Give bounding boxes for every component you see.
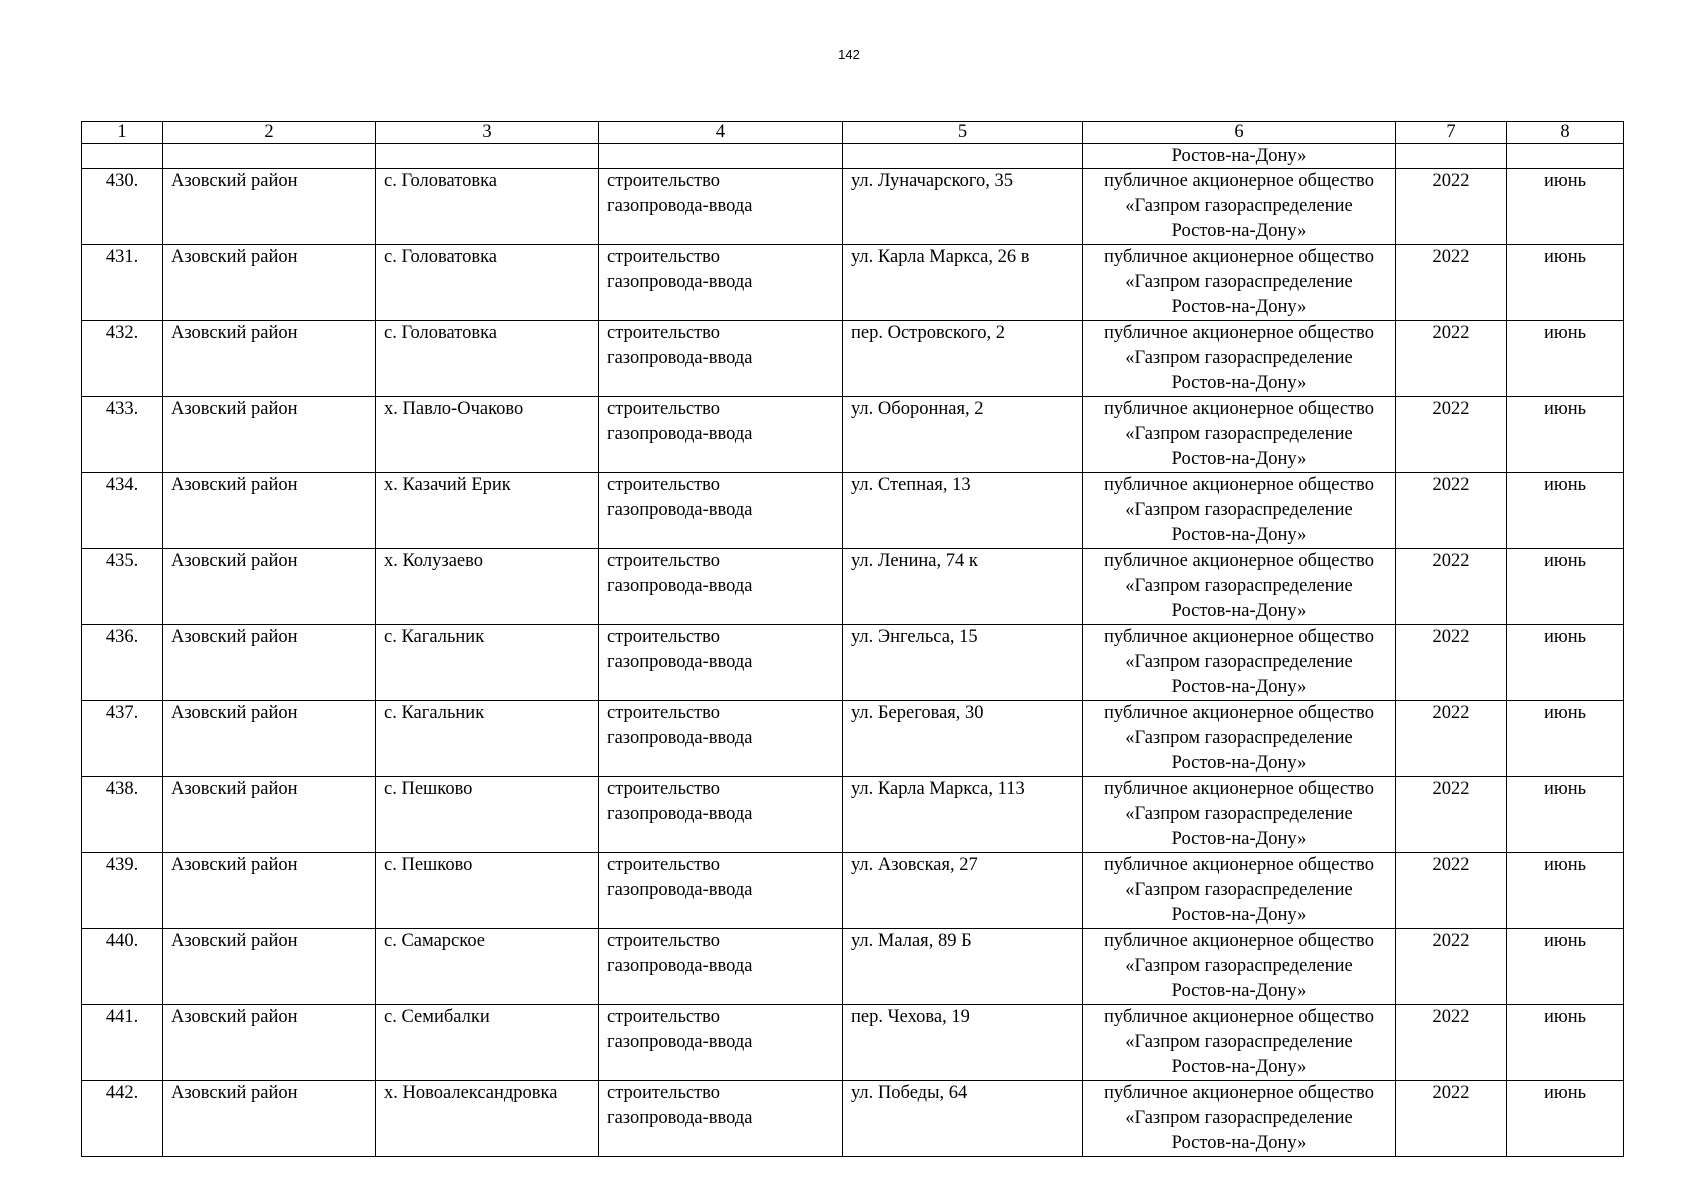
- month-cell: июнь: [1507, 397, 1624, 473]
- organization-line: публичное акционерное общество: [1103, 627, 1375, 647]
- organization-line: публичное акционерное общество: [1103, 855, 1375, 875]
- header-cell-3: 3: [376, 122, 599, 144]
- organization-line: «Газпром газораспределение: [1125, 1108, 1353, 1128]
- row-number-cell: 442.: [82, 1081, 163, 1157]
- work-type-line: газопровода-ввода: [607, 880, 753, 900]
- district-cell: Азовский район: [163, 245, 376, 321]
- organization-cell: [1083, 245, 1396, 321]
- year-cell: 2022: [1396, 473, 1507, 549]
- table-row: [82, 397, 1624, 473]
- header-cell-6: 6: [1083, 122, 1396, 144]
- organization-line: «Газпром газораспределение: [1125, 956, 1353, 976]
- settlement-cell: с. Головатовка: [376, 321, 599, 397]
- header-cell-7: 7: [1396, 122, 1507, 144]
- organization-line: публичное акционерное общество: [1103, 779, 1375, 799]
- organization-line: Ростов-на-Дону»: [1171, 221, 1307, 241]
- organization-line: публичное акционерное общество: [1103, 931, 1375, 951]
- work-type-cell: [599, 549, 843, 625]
- month-cell: июнь: [1507, 549, 1624, 625]
- row-number-cell: 434.: [82, 473, 163, 549]
- work-type-cell: [599, 853, 843, 929]
- header-cell-4: 4: [599, 122, 843, 144]
- work-type-line: строительство: [607, 399, 721, 419]
- organization-line: Ростов-на-Дону»: [1171, 753, 1307, 773]
- work-type-line: газопровода-ввода: [607, 424, 753, 444]
- address-cell: ул. Азовская, 27: [843, 853, 1083, 929]
- row-number-cell: 432.: [82, 321, 163, 397]
- work-type-line: газопровода-ввода: [607, 348, 753, 368]
- table-row: [82, 245, 1624, 321]
- row-number-cell: 431.: [82, 245, 163, 321]
- organization-cell: [1083, 169, 1396, 245]
- district-cell: Азовский район: [163, 473, 376, 549]
- organization-line: «Газпром газораспределение: [1125, 424, 1353, 444]
- continuation-cell-2: [163, 144, 376, 169]
- organization-line: «Газпром газораспределение: [1125, 196, 1353, 216]
- work-type-line: строительство: [607, 779, 721, 799]
- address-cell: ул. Карла Маркса, 113: [843, 777, 1083, 853]
- organization-cell: [1083, 929, 1396, 1005]
- work-type-line: строительство: [607, 551, 721, 571]
- work-type-line: газопровода-ввода: [607, 956, 753, 976]
- organization-line: публичное акционерное общество: [1103, 1083, 1375, 1103]
- year-cell: 2022: [1396, 701, 1507, 777]
- settlement-cell: с. Кагальник: [376, 625, 599, 701]
- month-cell: июнь: [1507, 473, 1624, 549]
- organization-line: Ростов-на-Дону»: [1171, 373, 1307, 393]
- work-type-line: строительство: [607, 1007, 721, 1027]
- work-type-line: строительство: [607, 247, 721, 267]
- row-number-cell: 440.: [82, 929, 163, 1005]
- settlement-cell: х. Павло-Очаково: [376, 397, 599, 473]
- organization-line: «Газпром газораспределение: [1125, 728, 1353, 748]
- settlement-cell: с. Пешково: [376, 777, 599, 853]
- organization-line: Ростов-на-Дону»: [1171, 297, 1307, 317]
- year-cell: 2022: [1396, 169, 1507, 245]
- settlement-cell: х. Колузаево: [376, 549, 599, 625]
- organization-line: «Газпром газораспределение: [1125, 880, 1353, 900]
- work-type-cell: [599, 701, 843, 777]
- address-cell: ул. Ленина, 74 к: [843, 549, 1083, 625]
- year-cell: 2022: [1396, 245, 1507, 321]
- column-number-header-row: [82, 122, 1624, 144]
- organization-line: Ростов-на-Дону»: [1171, 1057, 1307, 1077]
- row-number-cell: 430.: [82, 169, 163, 245]
- organization-cell: [1083, 625, 1396, 701]
- year-cell: 2022: [1396, 853, 1507, 929]
- settlement-cell: с. Самарское: [376, 929, 599, 1005]
- work-type-cell: [599, 1005, 843, 1081]
- work-type-cell: [599, 625, 843, 701]
- organization-cell: [1083, 701, 1396, 777]
- organization-line: публичное акционерное общество: [1103, 703, 1375, 723]
- table-row: [82, 1081, 1624, 1157]
- settlement-cell: с. Головатовка: [376, 245, 599, 321]
- row-number-cell: 437.: [82, 701, 163, 777]
- year-cell: 2022: [1396, 777, 1507, 853]
- organization-cell: [1083, 473, 1396, 549]
- work-type-line: строительство: [607, 1083, 721, 1103]
- month-cell: июнь: [1507, 625, 1624, 701]
- header-cell-8: 8: [1507, 122, 1624, 144]
- organization-line: «Газпром газораспределение: [1125, 1032, 1353, 1052]
- settlement-cell: х. Новоалександровка: [376, 1081, 599, 1157]
- month-cell: июнь: [1507, 321, 1624, 397]
- address-cell: ул. Оборонная, 2: [843, 397, 1083, 473]
- address-cell: ул. Луначарского, 35: [843, 169, 1083, 245]
- organization-line: публичное акционерное общество: [1103, 551, 1375, 571]
- organization-line: Ростов-на-Дону»: [1171, 981, 1307, 1001]
- gas-pipeline-schedule-table: [81, 121, 1624, 1157]
- table-row: [82, 777, 1624, 853]
- organization-cell: [1083, 549, 1396, 625]
- organization-line: Ростов-на-Дону»: [1171, 449, 1307, 469]
- work-type-line: газопровода-ввода: [607, 272, 753, 292]
- work-type-line: строительство: [607, 171, 721, 191]
- row-number-cell: 438.: [82, 777, 163, 853]
- month-cell: июнь: [1507, 701, 1624, 777]
- year-cell: 2022: [1396, 625, 1507, 701]
- district-cell: Азовский район: [163, 625, 376, 701]
- continuation-cell-1: [82, 144, 163, 169]
- work-type-line: строительство: [607, 627, 721, 647]
- row-number-cell: 435.: [82, 549, 163, 625]
- address-cell: ул. Победы, 64: [843, 1081, 1083, 1157]
- organization-line: Ростов-на-Дону»: [1171, 905, 1307, 925]
- district-cell: Азовский район: [163, 701, 376, 777]
- header-cell-1: 1: [82, 122, 163, 144]
- organization-line: «Газпром газораспределение: [1125, 652, 1353, 672]
- organization-line: публичное акционерное общество: [1103, 323, 1375, 343]
- work-type-line: газопровода-ввода: [607, 500, 753, 520]
- month-cell: июнь: [1507, 853, 1624, 929]
- work-type-line: газопровода-ввода: [607, 1032, 753, 1052]
- continuation-cell-4: [599, 144, 843, 169]
- work-type-line: строительство: [607, 323, 721, 343]
- table-row: [82, 929, 1624, 1005]
- table-row: [82, 321, 1624, 397]
- header-cell-2: 2: [163, 122, 376, 144]
- table-row: [82, 701, 1624, 777]
- continuation-row: [82, 144, 1624, 169]
- organization-cell: [1083, 1005, 1396, 1081]
- organization-line: «Газпром газораспределение: [1125, 272, 1353, 292]
- address-cell: ул. Карла Маркса, 26 в: [843, 245, 1083, 321]
- work-type-line: строительство: [607, 855, 721, 875]
- district-cell: Азовский район: [163, 929, 376, 1005]
- work-type-line: газопровода-ввода: [607, 196, 753, 216]
- district-cell: Азовский район: [163, 169, 376, 245]
- table-row: [82, 853, 1624, 929]
- month-cell: июнь: [1507, 929, 1624, 1005]
- work-type-line: газопровода-ввода: [607, 652, 753, 672]
- row-number-cell: 433.: [82, 397, 163, 473]
- row-number-cell: 441.: [82, 1005, 163, 1081]
- district-cell: Азовский район: [163, 1081, 376, 1157]
- organization-line: Ростов-на-Дону»: [1171, 677, 1307, 697]
- work-type-line: газопровода-ввода: [607, 804, 753, 824]
- settlement-cell: х. Казачий Ерик: [376, 473, 599, 549]
- district-cell: Азовский район: [163, 777, 376, 853]
- continuation-cell-8: [1507, 144, 1624, 169]
- work-type-cell: [599, 473, 843, 549]
- year-cell: 2022: [1396, 1005, 1507, 1081]
- settlement-cell: с. Семибалки: [376, 1005, 599, 1081]
- row-number-cell: 436.: [82, 625, 163, 701]
- district-cell: Азовский район: [163, 321, 376, 397]
- continuation-cell-7: [1396, 144, 1507, 169]
- organization-line: «Газпром газораспределение: [1125, 500, 1353, 520]
- work-type-cell: [599, 169, 843, 245]
- continuation-cell-3: [376, 144, 599, 169]
- organization-line: «Газпром газораспределение: [1125, 576, 1353, 596]
- organization-line: публичное акционерное общество: [1103, 1007, 1375, 1027]
- organization-line: Ростов-на-Дону»: [1171, 829, 1307, 849]
- year-cell: 2022: [1396, 929, 1507, 1005]
- organization-line: публичное акционерное общество: [1103, 247, 1375, 267]
- work-type-cell: [599, 777, 843, 853]
- year-cell: 2022: [1396, 397, 1507, 473]
- organization-line: публичное акционерное общество: [1103, 171, 1375, 191]
- address-cell: ул. Малая, 89 Б: [843, 929, 1083, 1005]
- organization-line: Ростов-на-Дону»: [1171, 601, 1307, 621]
- district-cell: Азовский район: [163, 549, 376, 625]
- month-cell: июнь: [1507, 169, 1624, 245]
- district-cell: Азовский район: [163, 853, 376, 929]
- year-cell: 2022: [1396, 549, 1507, 625]
- organization-cell: [1083, 853, 1396, 929]
- table-row: [82, 625, 1624, 701]
- table-row: [82, 473, 1624, 549]
- year-cell: 2022: [1396, 1081, 1507, 1157]
- work-type-cell: [599, 321, 843, 397]
- address-cell: ул. Энгельса, 15: [843, 625, 1083, 701]
- month-cell: июнь: [1507, 777, 1624, 853]
- month-cell: июнь: [1507, 1081, 1624, 1157]
- organization-cell: [1083, 777, 1396, 853]
- work-type-cell: [599, 245, 843, 321]
- organization-cell: [1083, 397, 1396, 473]
- organization-cell: [1083, 321, 1396, 397]
- address-cell: пер. Чехова, 19: [843, 1005, 1083, 1081]
- work-type-line: строительство: [607, 475, 721, 495]
- table-row: [82, 549, 1624, 625]
- work-type-line: строительство: [607, 931, 721, 951]
- year-cell: 2022: [1396, 321, 1507, 397]
- organization-line: «Газпром газораспределение: [1125, 804, 1353, 824]
- row-number-cell: 439.: [82, 853, 163, 929]
- month-cell: июнь: [1507, 245, 1624, 321]
- address-cell: пер. Островского, 2: [843, 321, 1083, 397]
- settlement-cell: с. Головатовка: [376, 169, 599, 245]
- work-type-cell: [599, 397, 843, 473]
- organization-line: Ростов-на-Дону»: [1171, 1133, 1307, 1153]
- organization-line: публичное акционерное общество: [1103, 475, 1375, 495]
- continuation-cell-5: [843, 144, 1083, 169]
- table-row: [82, 1005, 1624, 1081]
- continuation-org-cell: Ростов-на-Дону»: [1083, 144, 1396, 169]
- settlement-cell: с. Кагальник: [376, 701, 599, 777]
- organization-line: «Газпром газораспределение: [1125, 348, 1353, 368]
- header-cell-5: 5: [843, 122, 1083, 144]
- address-cell: ул. Береговая, 30: [843, 701, 1083, 777]
- page-number: 142: [838, 47, 860, 62]
- work-type-line: газопровода-ввода: [607, 1108, 753, 1128]
- work-type-line: строительство: [607, 703, 721, 723]
- address-cell: ул. Степная, 13: [843, 473, 1083, 549]
- table-row: [82, 169, 1624, 245]
- settlement-cell: с. Пешково: [376, 853, 599, 929]
- work-type-line: газопровода-ввода: [607, 728, 753, 748]
- organization-line: публичное акционерное общество: [1103, 399, 1375, 419]
- district-cell: Азовский район: [163, 1005, 376, 1081]
- district-cell: Азовский район: [163, 397, 376, 473]
- organization-cell: [1083, 1081, 1396, 1157]
- month-cell: июнь: [1507, 1005, 1624, 1081]
- work-type-cell: [599, 929, 843, 1005]
- work-type-line: газопровода-ввода: [607, 576, 753, 596]
- organization-line: Ростов-на-Дону»: [1171, 525, 1307, 545]
- work-type-cell: [599, 1081, 843, 1157]
